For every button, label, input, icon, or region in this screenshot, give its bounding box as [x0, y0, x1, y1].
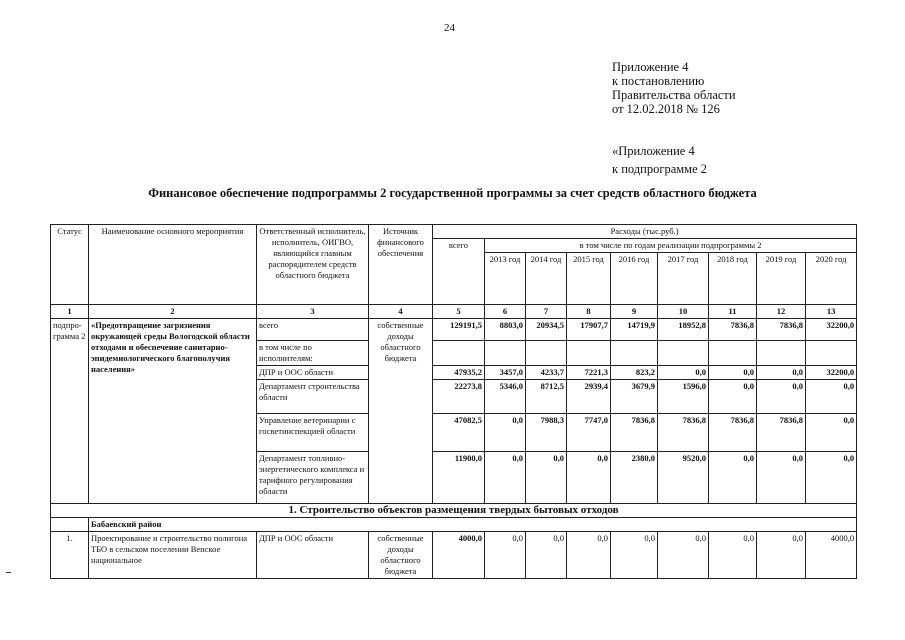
annex-line: Правительства области: [612, 88, 736, 102]
row-value: 32200,0: [806, 366, 857, 380]
document-title: Финансовое обеспечение подпрограммы 2 государственной программы за счет средств областного бюджета: [148, 186, 757, 200]
row-value: 823,2: [611, 366, 658, 380]
annex-sub-line: к подпрограмме 2: [612, 162, 707, 176]
header-year: 2016 год: [611, 253, 658, 305]
item-value: 0,0: [485, 532, 526, 579]
row-label: Департамент топливно-энергетического комплекса и тарифного регулирования области: [257, 452, 369, 504]
item-total: 4000,0: [433, 532, 485, 579]
column-number: 13: [806, 305, 857, 319]
header-year: 2013 год: [485, 253, 526, 305]
row-value: 5346,0: [485, 380, 526, 414]
row-source: собственные доходы областного бюджета: [369, 319, 433, 504]
row-label: Департамент строительства области: [257, 380, 369, 414]
header-year: 2020 год: [806, 253, 857, 305]
item-value: 4000,0: [806, 532, 857, 579]
row-label: всего: [257, 319, 369, 341]
row-total: 129191,5: [433, 319, 485, 341]
row-value: 0,0: [806, 414, 857, 452]
row-label: в том числе по исполнителям:: [257, 341, 369, 366]
row-label: Управление ветеринарии с госветинспекцией области: [257, 414, 369, 452]
row-value: 7836,8: [611, 414, 658, 452]
row-value: 0,0: [757, 366, 806, 380]
row-value: 0,0: [709, 452, 757, 504]
column-number: 11: [709, 305, 757, 319]
row-value: 8712,5: [526, 380, 567, 414]
item-value: 0,0: [709, 532, 757, 579]
row-program-name: «Предотвращение загрязнения окружающей среды Вологодской области отходами и обеспечение санитарно-эпидемиологического благополучия населения»: [89, 319, 257, 504]
column-number: 4: [369, 305, 433, 319]
row-value: 0,0: [567, 452, 611, 504]
section-row: [51, 504, 857, 518]
row-value: [709, 341, 757, 366]
item-value: 0,0: [658, 532, 709, 579]
column-number: 10: [658, 305, 709, 319]
row-value: [806, 341, 857, 366]
row-value: 14719,9: [611, 319, 658, 341]
item-value: 0,0: [757, 532, 806, 579]
annex-line: Приложение 4: [612, 60, 689, 74]
row-value: 9520,0: [658, 452, 709, 504]
column-number: 6: [485, 305, 526, 319]
row-value: 7836,8: [709, 414, 757, 452]
row-value: 32200,0: [806, 319, 857, 341]
row-value: 7836,8: [709, 319, 757, 341]
row-value: 3457,0: [485, 366, 526, 380]
annex-line: к постановлению: [612, 74, 705, 88]
column-number: 2: [89, 305, 257, 319]
row-value: 2380,0: [611, 452, 658, 504]
table-row: [51, 532, 857, 579]
item-source: собственные доходы областного бюджета: [369, 532, 433, 579]
table-row: [51, 319, 857, 341]
header-year: 2018 год: [709, 253, 757, 305]
column-number: 1: [51, 305, 89, 319]
column-number: 5: [433, 305, 485, 319]
row-value: 0,0: [757, 380, 806, 414]
annex-line: от 12.02.2018 № 126: [612, 102, 720, 116]
row-value: [757, 341, 806, 366]
column-number: 9: [611, 305, 658, 319]
header-name: Наименование основного мероприятия: [89, 225, 257, 305]
row-value: 4233,7: [526, 366, 567, 380]
header-year: 2019 год: [757, 253, 806, 305]
row-value: 2939,4: [567, 380, 611, 414]
header-source: Источник финансового обеспечения: [369, 225, 433, 305]
header-year: 2017 год: [658, 253, 709, 305]
item-value: 0,0: [526, 532, 567, 579]
row-value: 0,0: [709, 366, 757, 380]
margin-mark: [6, 572, 11, 573]
row-total: 47935,2: [433, 366, 485, 380]
row-total: [433, 341, 485, 366]
row-value: 0,0: [757, 452, 806, 504]
row-total: 47082,5: [433, 414, 485, 452]
row-value: 7836,8: [757, 414, 806, 452]
row-value: 20934,5: [526, 319, 567, 341]
row-value: 1596,0: [658, 380, 709, 414]
row-value: 7836,8: [658, 414, 709, 452]
district-name: Бабаевский район: [89, 518, 857, 532]
row-label: ДПР и ООС области: [257, 366, 369, 380]
item-number: 1.: [51, 532, 89, 579]
header-responsible: Ответственный исполнитель, исполнитель, ОИГВО, являющийся главным распорядителем средств областного бюджета: [257, 225, 369, 305]
header-total: всего: [433, 239, 485, 305]
row-value: 0,0: [526, 452, 567, 504]
header-year: 2014 год: [526, 253, 567, 305]
row-value: 0,0: [485, 414, 526, 452]
row-value: 0,0: [806, 380, 857, 414]
row-value: 7221,3: [567, 366, 611, 380]
row-value: [567, 341, 611, 366]
row-value: [611, 341, 658, 366]
column-number: 3: [257, 305, 369, 319]
row-value: 18952,8: [658, 319, 709, 341]
page-number: 24: [444, 22, 455, 34]
row-value: 3679,9: [611, 380, 658, 414]
row-value: [658, 341, 709, 366]
item-responsible: ДПР и ООС области: [257, 532, 369, 579]
financing-table: [50, 224, 857, 579]
header-status: Статус: [51, 225, 89, 305]
annex-sub-line: «Приложение 4: [612, 144, 695, 158]
header-expenses: Расходы (тыс.руб.): [433, 225, 857, 239]
item-value: 0,0: [567, 532, 611, 579]
row-value: [485, 341, 526, 366]
row-value: [526, 341, 567, 366]
annex-subheader: [612, 142, 707, 178]
row-total: 22273,8: [433, 380, 485, 414]
row-value: 0,0: [658, 366, 709, 380]
header-year: 2015 год: [567, 253, 611, 305]
item-value: 0,0: [611, 532, 658, 579]
header-by-years: в том числе по годам реализации подпрограммы 2: [485, 239, 857, 253]
row-value: 0,0: [709, 380, 757, 414]
item-name: Проектирование и строительство полигона ТБО в сельском поселении Вепское национальное: [89, 532, 257, 579]
section-title: 1. Строительство объектов размещения твердых бытовых отходов: [51, 504, 857, 518]
column-number: 7: [526, 305, 567, 319]
annex-header: [612, 60, 736, 116]
row-status: подпро- грамма 2: [51, 319, 89, 504]
row-value: 8803,0: [485, 319, 526, 341]
district-row: [51, 518, 857, 532]
row-value: 0,0: [485, 452, 526, 504]
column-number: 8: [567, 305, 611, 319]
row-value: 0,0: [806, 452, 857, 504]
row-value: 7836,8: [757, 319, 806, 341]
row-value: 7988,3: [526, 414, 567, 452]
row-value: 7747,0: [567, 414, 611, 452]
column-number: 12: [757, 305, 806, 319]
row-value: 17907,7: [567, 319, 611, 341]
row-total: 11900,0: [433, 452, 485, 504]
